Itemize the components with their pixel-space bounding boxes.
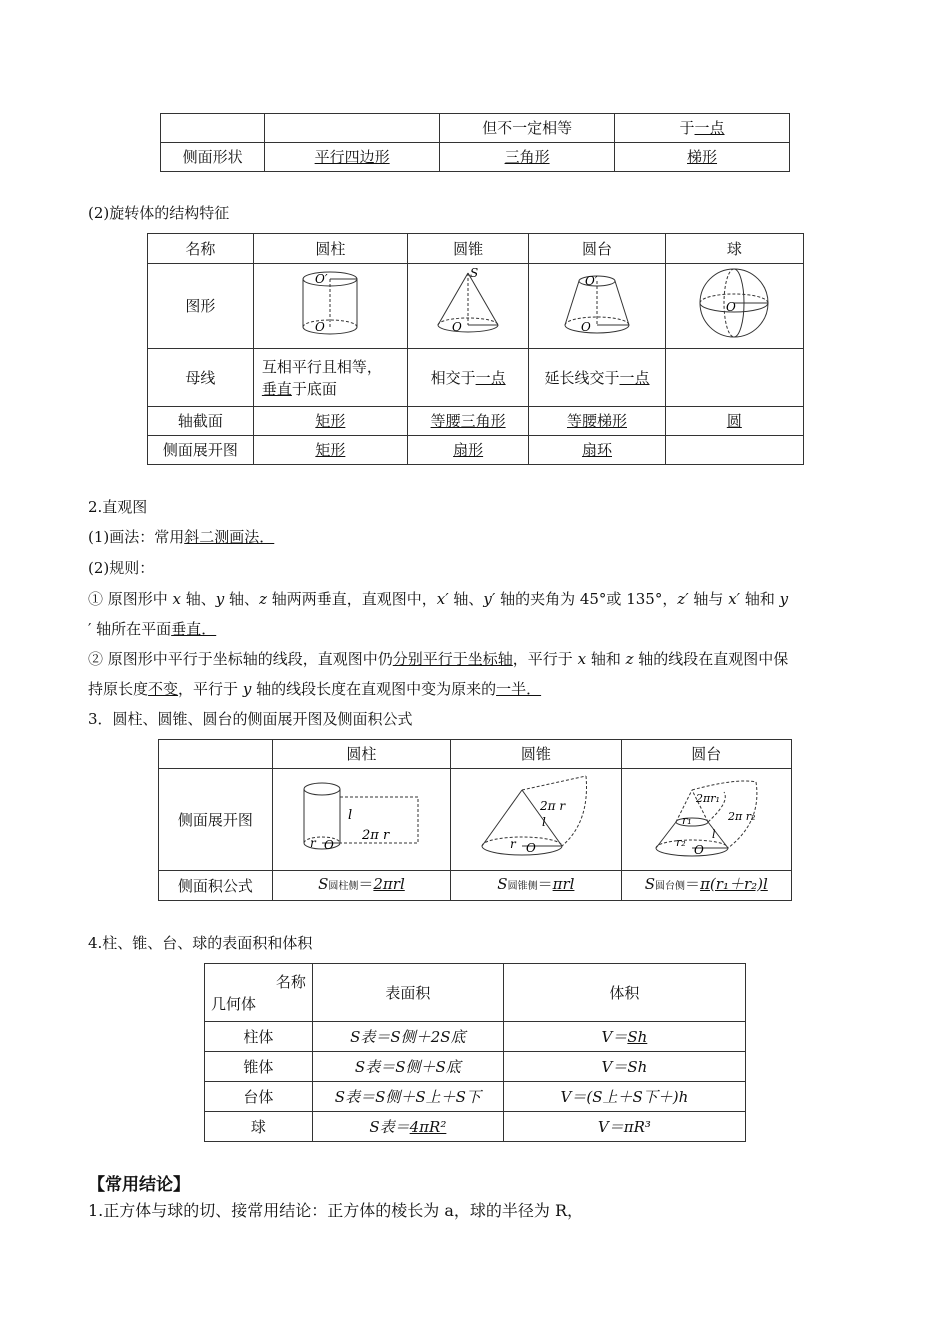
label-l: l <box>541 814 546 829</box>
area-cell: S表＝S侧＋S底 <box>312 1052 503 1082</box>
cell <box>161 114 265 143</box>
cone-unfold-cell <box>451 769 621 871</box>
formula-cell: S圆锥侧＝πrl <box>451 871 621 901</box>
area-cell: S表＝4πR² <box>312 1112 503 1142</box>
solid-table-partial <box>160 113 790 172</box>
header-cell <box>159 740 273 769</box>
row-label: 侧面积公式 <box>159 871 273 901</box>
frustum-unfold-figure <box>646 772 766 862</box>
cell: 相交于一点 <box>407 349 529 407</box>
label-o: O <box>324 837 335 852</box>
header-cell: 圆台 <box>529 234 665 264</box>
cell: 于一点 <box>615 114 790 143</box>
lateral-area-table <box>158 739 792 901</box>
label-2pir: 2π r <box>539 798 565 813</box>
header-cell: 圆台 <box>621 740 791 769</box>
paragraph: ② 原图形中平行于坐标轴的线段，直观图中仍分别平行于坐标轴，平行于 x 轴和 z 轴的线段在直观图中保 <box>88 650 789 668</box>
cell: 三角形 <box>440 143 615 172</box>
label-s: S <box>470 266 479 280</box>
label-o: O <box>452 320 462 334</box>
paragraph: 1.正方体与球的切、接常用结论：正方体的棱长为 a，球的半径为 R， <box>88 1201 584 1220</box>
volume-cell: V＝πR³ <box>503 1112 745 1142</box>
label-o: O <box>315 320 326 334</box>
label-2pir: 2π r <box>362 827 390 843</box>
section-title: 【常用结论】 <box>88 1175 190 1195</box>
paragraph: (1)画法：常用斜二测画法． <box>88 528 275 546</box>
label-o1: O′ <box>584 274 598 288</box>
cell: 但不一定相等 <box>440 114 615 143</box>
row-label: 侧面展开图 <box>148 436 254 465</box>
label-l: l <box>348 807 353 823</box>
cone-figure <box>430 265 506 341</box>
paragraph: (2)规则： <box>88 559 155 577</box>
row-label: 母线 <box>148 349 254 407</box>
label-r1: r₁ <box>682 813 692 827</box>
cell: 等腰梯形 <box>529 407 665 436</box>
cell: 圆 <box>665 407 803 436</box>
paragraph: ′ 轴所在平面垂直． <box>88 620 217 638</box>
label-r: r <box>509 836 516 851</box>
cell: 扇形 <box>407 436 529 465</box>
cell <box>665 436 803 465</box>
label-r2: r₂ <box>676 835 686 849</box>
sphere-figure <box>694 265 774 341</box>
header-cell: 圆锥 <box>451 740 621 769</box>
cell: 梯形 <box>615 143 790 172</box>
header-cell: 圆锥 <box>407 234 529 264</box>
label-2pir1: 2πr₁ <box>696 791 721 805</box>
header-geo: 几何体 <box>211 994 257 1013</box>
cell <box>665 349 803 407</box>
cell: 平行四边形 <box>265 143 440 172</box>
surface-volume-table <box>204 963 746 1142</box>
text-line: 垂直于底面 <box>261 379 337 398</box>
text-line: 互相平行且相等， <box>261 357 382 376</box>
cone-figure-cell <box>407 264 529 349</box>
section-title: 4.柱、锥、台、球的表面积和体积 <box>88 934 313 952</box>
diagonal-header-cell <box>205 964 313 1022</box>
cell: 矩形 <box>253 436 407 465</box>
rotation-body-table <box>147 233 804 465</box>
area-cell: S表＝S侧＋2S底 <box>312 1022 503 1052</box>
label-2pir2: 2π r₂ <box>728 809 756 823</box>
header-cell: 圆柱 <box>253 234 407 264</box>
label-l: l <box>712 827 716 841</box>
volume-cell: V＝(S上＋S下＋)h <box>503 1082 745 1112</box>
row-label: 台体 <box>205 1082 313 1112</box>
formula-cell: S圆台侧＝π(r₁＋r₂)l <box>621 871 791 901</box>
cylinder-unfold-figure <box>296 775 426 859</box>
formula-cell: S圆柱侧＝2πrl <box>272 871 450 901</box>
label-o: O <box>726 300 737 314</box>
row-label: 侧面展开图 <box>159 769 273 871</box>
cell: 等腰三角形 <box>407 407 529 436</box>
row-label: 图形 <box>148 264 254 349</box>
row-label: 柱体 <box>205 1022 313 1052</box>
row-label: 侧面形状 <box>161 143 265 172</box>
cylinder-unfold-cell <box>272 769 450 871</box>
row-label: 轴截面 <box>148 407 254 436</box>
header-cell: 体积 <box>503 964 745 1022</box>
header-cell: 球 <box>665 234 803 264</box>
section-title: 3．圆柱、圆锥、圆台的侧面展开图及侧面积公式 <box>88 710 413 728</box>
cone-unfold-figure <box>476 772 596 862</box>
cylinder-figure-cell <box>253 264 407 349</box>
label-r: r <box>310 835 317 850</box>
cell: 矩形 <box>253 407 407 436</box>
row-label: 锥体 <box>205 1052 313 1082</box>
frustum-figure <box>559 265 635 341</box>
section-title: (2)旋转体的结构特征 <box>88 204 230 222</box>
label-o1: O′ <box>315 272 328 286</box>
area-cell: S表＝S侧＋S上＋S下 <box>312 1082 503 1112</box>
cell: 延长线交于一点 <box>529 349 665 407</box>
sphere-figure-cell <box>665 264 803 349</box>
header-name: 名称 <box>275 972 306 991</box>
cell <box>253 349 407 407</box>
cylinder-figure <box>295 265 365 341</box>
cell: 扇环 <box>529 436 665 465</box>
label-o: O <box>580 320 591 334</box>
header-cell: 名称 <box>148 234 254 264</box>
row-label: 球 <box>205 1112 313 1142</box>
section-title: 2.直观图 <box>88 498 148 516</box>
volume-cell: V＝Sh <box>503 1052 745 1082</box>
label-o: O <box>525 840 536 855</box>
header-cell: 表面积 <box>312 964 503 1022</box>
cell <box>265 114 440 143</box>
paragraph: 持原长度不变，平行于 y 轴的线段长度在直观图中变为原来的一半． <box>88 680 542 698</box>
volume-cell: V＝Sh <box>503 1022 745 1052</box>
frustum-figure-cell <box>529 264 665 349</box>
header-cell: 圆柱 <box>272 740 450 769</box>
paragraph: ① 原图形中 x 轴、y 轴、z 轴两两垂直，直观图中，x′ 轴、y′ 轴的夹角为 45°或 135°，z′ 轴与 x′ 轴和 y <box>88 590 789 608</box>
label-o: O <box>694 842 705 857</box>
frustum-unfold-cell <box>621 769 791 871</box>
